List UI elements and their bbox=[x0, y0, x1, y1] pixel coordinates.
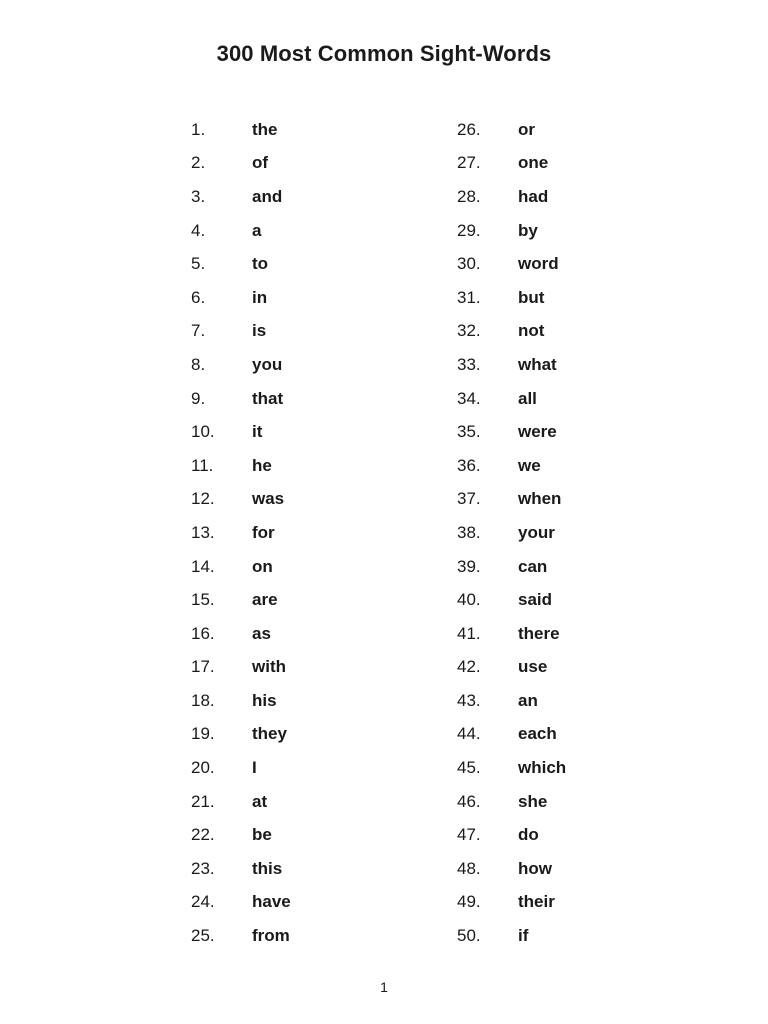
item-number: 50. bbox=[457, 926, 481, 946]
item-number: 49. bbox=[457, 892, 481, 912]
sight-word: at bbox=[252, 791, 268, 811]
sight-word: each bbox=[518, 724, 557, 744]
sight-word: this bbox=[252, 858, 283, 878]
item-number: 2. bbox=[191, 153, 206, 173]
item-number: 24. bbox=[191, 892, 215, 912]
list-item bbox=[191, 147, 291, 181]
item-number: 14. bbox=[191, 556, 215, 576]
list-item bbox=[191, 315, 291, 349]
sight-word: his bbox=[252, 690, 277, 710]
sight-word: which bbox=[518, 758, 567, 778]
list-item bbox=[457, 718, 566, 752]
item-number: 37. bbox=[457, 489, 481, 509]
item-number: 19. bbox=[191, 724, 215, 744]
item-number: 41. bbox=[457, 623, 481, 643]
item-number: 9. bbox=[191, 388, 206, 408]
sight-word: to bbox=[252, 254, 269, 274]
item-number: 48. bbox=[457, 858, 481, 878]
sight-word: of bbox=[252, 153, 269, 173]
item-number: 32. bbox=[457, 321, 481, 341]
item-number: 13. bbox=[191, 522, 215, 542]
item-number: 34. bbox=[457, 388, 481, 408]
item-number: 21. bbox=[191, 791, 215, 811]
item-number: 46. bbox=[457, 791, 481, 811]
list-item bbox=[457, 852, 566, 886]
list-item bbox=[191, 785, 291, 819]
list-item bbox=[191, 617, 291, 651]
item-number: 27. bbox=[457, 153, 481, 173]
item-number: 30. bbox=[457, 254, 481, 274]
sight-word: that bbox=[252, 388, 284, 408]
list-item bbox=[191, 550, 291, 584]
item-number: 43. bbox=[457, 690, 481, 710]
item-number: 39. bbox=[457, 556, 481, 576]
sight-word: had bbox=[518, 186, 549, 206]
item-number: 1. bbox=[191, 119, 206, 139]
list-item bbox=[191, 449, 291, 483]
sight-word: are bbox=[252, 590, 278, 610]
sight-word: a bbox=[252, 220, 262, 240]
sight-word: use bbox=[518, 657, 548, 677]
list-item bbox=[191, 886, 291, 920]
item-number: 8. bbox=[191, 354, 206, 374]
list-item bbox=[457, 415, 566, 449]
sight-word: have bbox=[252, 892, 291, 912]
list-item bbox=[191, 684, 291, 718]
list-item bbox=[191, 818, 291, 852]
item-number: 7. bbox=[191, 321, 206, 341]
item-number: 40. bbox=[457, 590, 481, 610]
list-item bbox=[457, 483, 566, 517]
sight-word: be bbox=[252, 825, 272, 845]
list-item bbox=[457, 651, 566, 685]
word-list-right bbox=[457, 113, 566, 953]
item-number: 10. bbox=[191, 422, 215, 442]
sight-word: as bbox=[252, 623, 271, 643]
item-number: 22. bbox=[191, 825, 215, 845]
sight-word: not bbox=[518, 321, 545, 341]
sight-word: for bbox=[252, 522, 275, 542]
item-number: 35. bbox=[457, 422, 481, 442]
list-item bbox=[457, 617, 566, 651]
sight-word: all bbox=[518, 388, 537, 408]
item-number: 23. bbox=[191, 858, 215, 878]
item-number: 12. bbox=[191, 489, 215, 509]
item-number: 31. bbox=[457, 287, 481, 307]
list-item bbox=[191, 281, 291, 315]
list-item bbox=[191, 113, 291, 147]
list-item bbox=[191, 583, 291, 617]
list-item bbox=[457, 315, 566, 349]
list-item bbox=[191, 348, 291, 382]
sight-word: can bbox=[518, 556, 548, 576]
sight-word: you bbox=[252, 354, 283, 374]
list-item bbox=[191, 483, 291, 517]
sight-word: in bbox=[252, 287, 268, 307]
item-number: 3. bbox=[191, 186, 206, 206]
sight-word: and bbox=[252, 186, 283, 206]
item-number: 17. bbox=[191, 657, 215, 677]
list-item bbox=[191, 180, 291, 214]
item-number: 44. bbox=[457, 724, 481, 744]
sight-word: when bbox=[518, 489, 562, 509]
list-item bbox=[457, 214, 566, 248]
sight-word: the bbox=[252, 119, 278, 139]
item-number: 38. bbox=[457, 522, 481, 542]
list-item bbox=[457, 684, 566, 718]
item-number: 20. bbox=[191, 758, 215, 778]
list-item bbox=[457, 516, 566, 550]
page-title: 300 Most Common Sight-Words bbox=[216, 41, 552, 66]
page-number: 1 bbox=[380, 979, 388, 995]
list-item bbox=[457, 449, 566, 483]
sight-word: by bbox=[518, 220, 538, 240]
item-number: 25. bbox=[191, 926, 215, 946]
list-item bbox=[457, 583, 566, 617]
item-number: 18. bbox=[191, 690, 215, 710]
item-number: 28. bbox=[457, 186, 481, 206]
item-number: 42. bbox=[457, 657, 481, 677]
sight-word: I bbox=[252, 758, 257, 778]
list-item bbox=[191, 919, 291, 953]
sight-word: were bbox=[518, 422, 557, 442]
list-item bbox=[457, 785, 566, 819]
list-item bbox=[191, 852, 291, 886]
sight-word: word bbox=[518, 254, 559, 274]
sight-word: if bbox=[518, 926, 529, 946]
word-list-left bbox=[191, 113, 291, 953]
list-item bbox=[457, 818, 566, 852]
sight-word: on bbox=[252, 556, 273, 576]
list-item bbox=[191, 751, 291, 785]
list-item bbox=[191, 516, 291, 550]
sight-word: it bbox=[252, 422, 263, 442]
list-item bbox=[191, 382, 291, 416]
item-number: 29. bbox=[457, 220, 481, 240]
list-item bbox=[457, 751, 566, 785]
list-item bbox=[457, 886, 566, 920]
sight-word: she bbox=[518, 791, 548, 811]
item-number: 26. bbox=[457, 119, 481, 139]
item-number: 47. bbox=[457, 825, 481, 845]
item-number: 45. bbox=[457, 758, 481, 778]
sight-word: there bbox=[518, 623, 560, 643]
sight-word: he bbox=[252, 455, 272, 475]
list-item bbox=[457, 919, 566, 953]
item-number: 36. bbox=[457, 455, 481, 475]
sight-word: with bbox=[252, 657, 286, 677]
item-number: 4. bbox=[191, 220, 206, 240]
sight-word: from bbox=[252, 926, 290, 946]
item-number: 6. bbox=[191, 287, 206, 307]
list-item bbox=[457, 281, 566, 315]
list-item bbox=[457, 550, 566, 584]
sight-word: do bbox=[518, 825, 539, 845]
list-item bbox=[191, 247, 291, 281]
list-item bbox=[191, 415, 291, 449]
item-number: 16. bbox=[191, 623, 215, 643]
list-item bbox=[457, 147, 566, 181]
item-number: 33. bbox=[457, 354, 481, 374]
sight-word: an bbox=[518, 690, 538, 710]
sight-word: one bbox=[518, 153, 549, 173]
sight-word: they bbox=[252, 724, 287, 744]
item-number: 11. bbox=[191, 455, 214, 475]
sight-word: or bbox=[518, 119, 535, 139]
list-item bbox=[457, 247, 566, 281]
sight-word: we bbox=[518, 455, 541, 475]
sight-word: what bbox=[518, 354, 557, 374]
list-item bbox=[191, 718, 291, 752]
sight-word: said bbox=[518, 590, 553, 610]
list-item bbox=[457, 348, 566, 382]
sight-word: your bbox=[518, 522, 555, 542]
list-item bbox=[457, 113, 566, 147]
sight-word: their bbox=[518, 892, 555, 912]
sight-word: how bbox=[518, 858, 552, 878]
item-number: 15. bbox=[191, 590, 215, 610]
list-item bbox=[191, 214, 291, 248]
sight-word: was bbox=[252, 489, 285, 509]
sight-word: is bbox=[252, 321, 267, 341]
sight-word: but bbox=[518, 287, 545, 307]
item-number: 5. bbox=[191, 254, 206, 274]
list-item bbox=[457, 382, 566, 416]
list-item bbox=[191, 651, 291, 685]
list-item bbox=[457, 180, 566, 214]
